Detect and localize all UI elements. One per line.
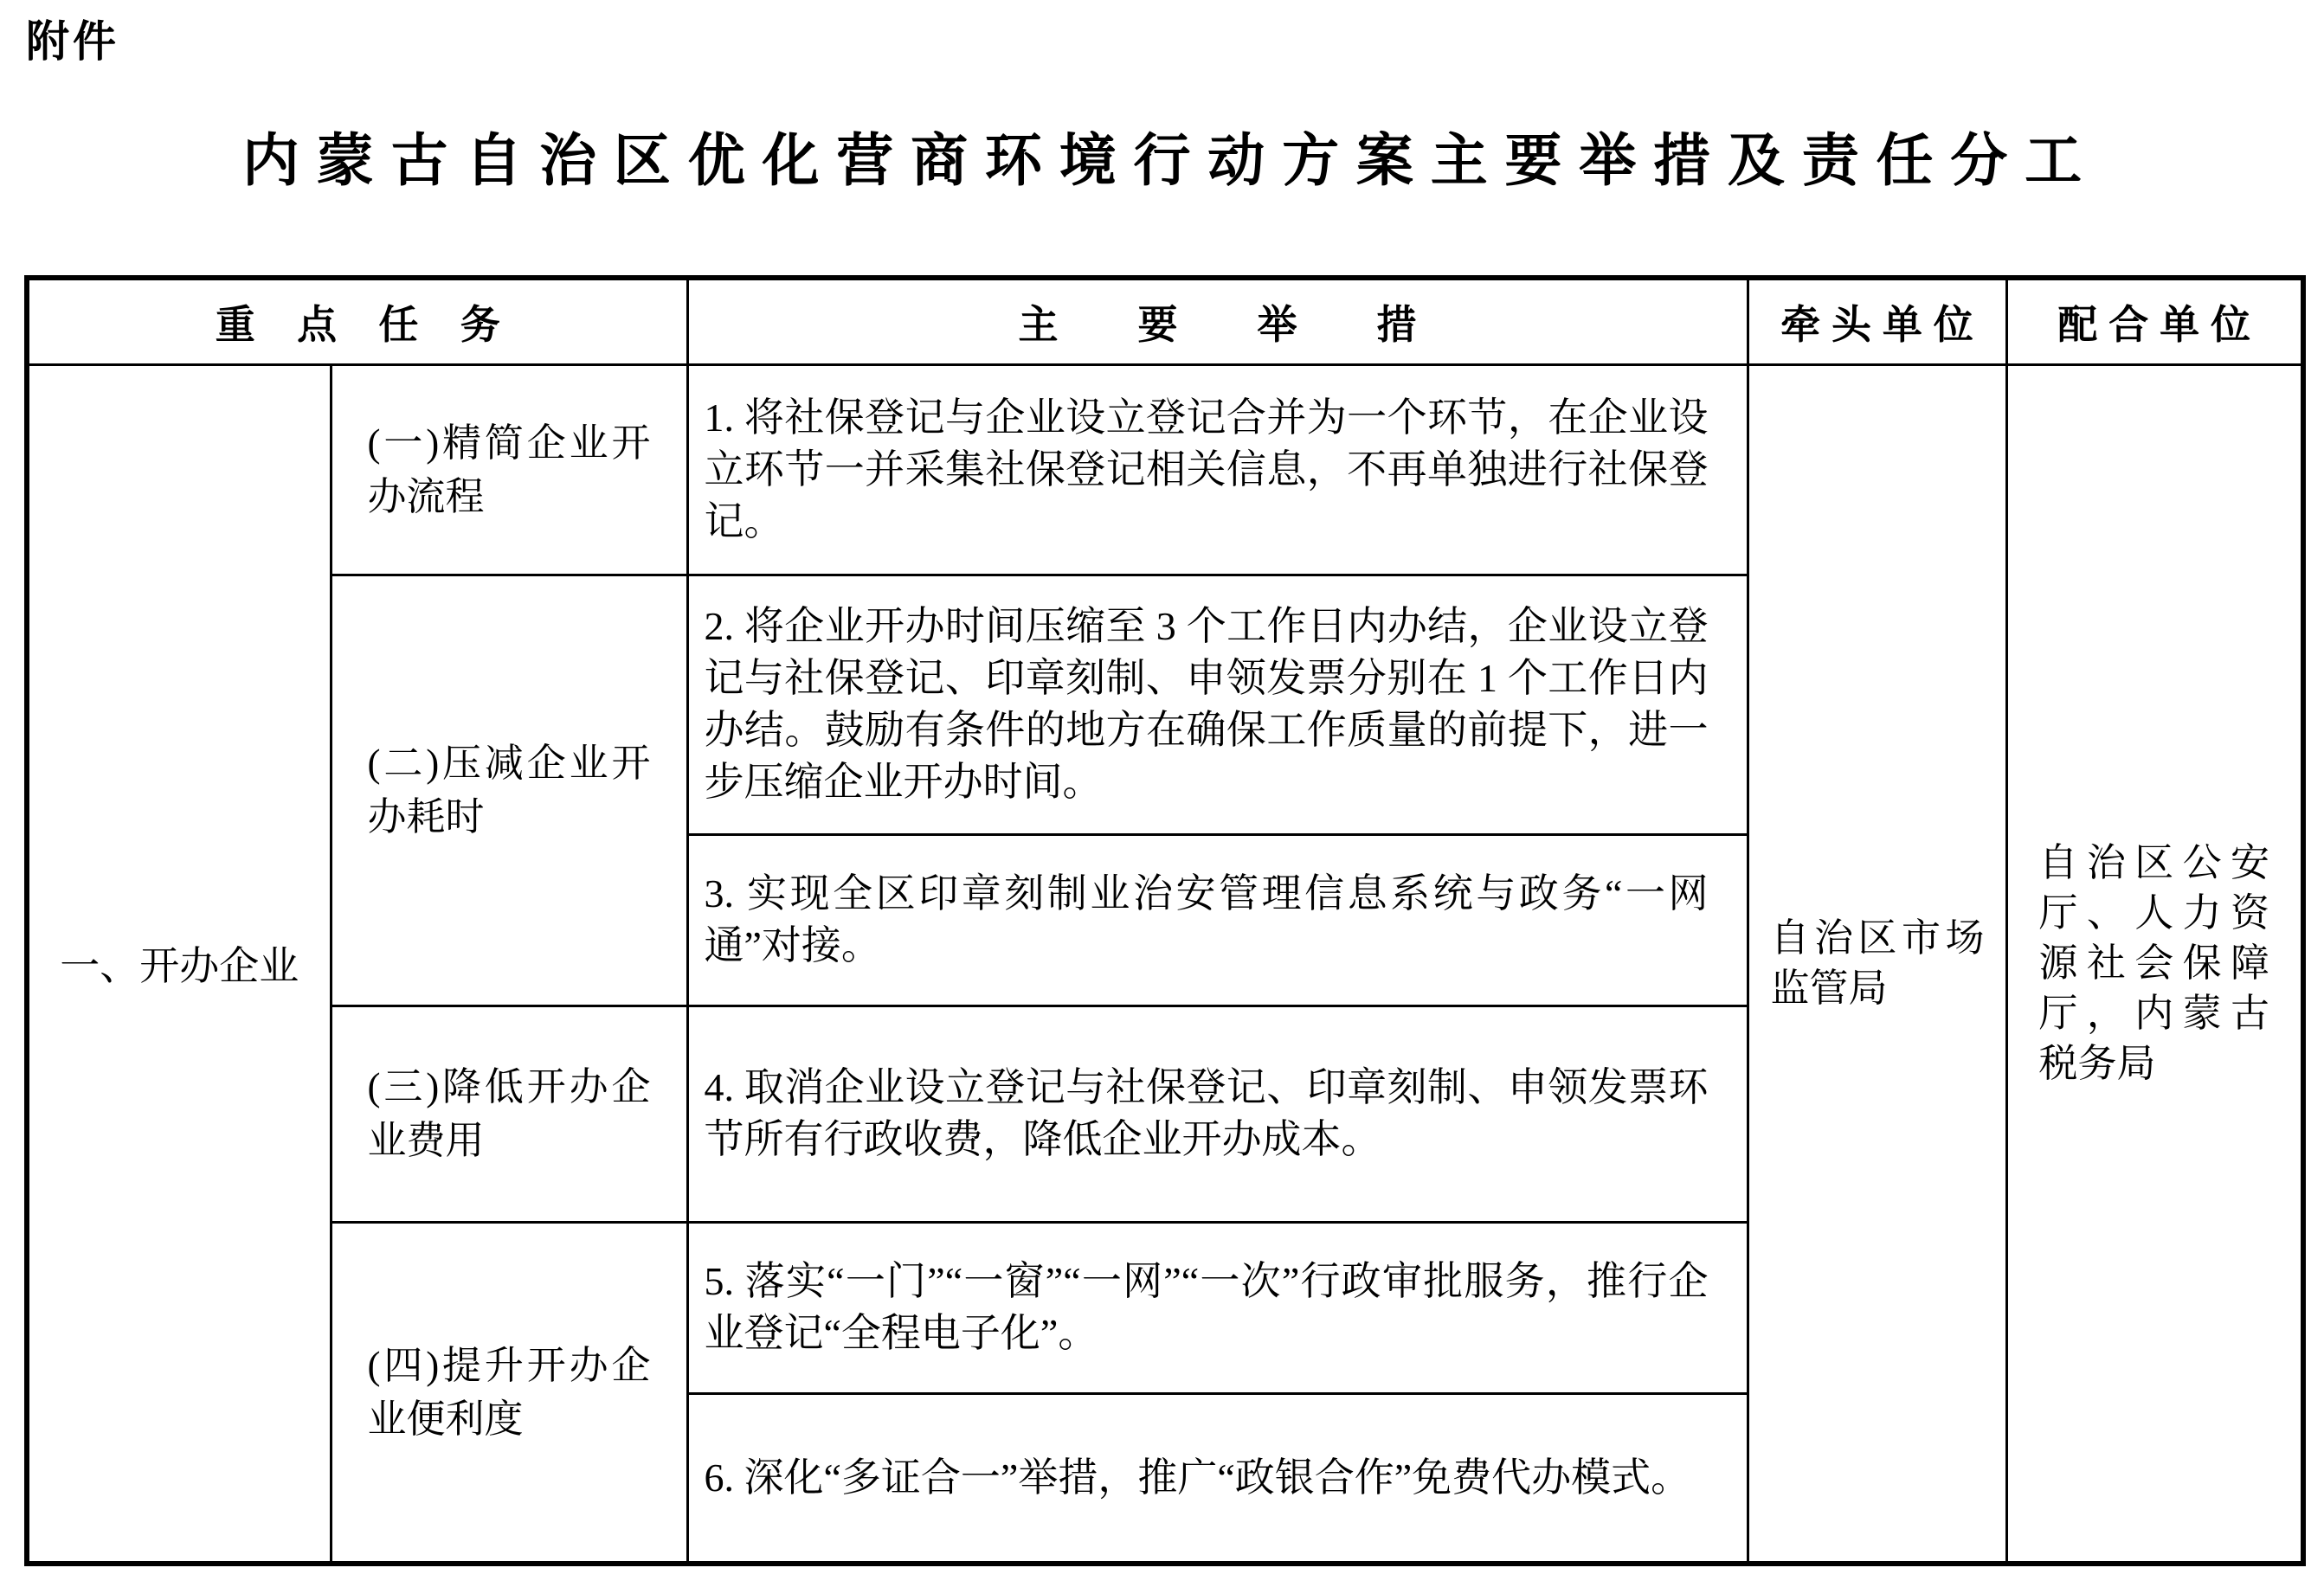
- responsibility-table: [24, 275, 2306, 1566]
- cell-measure-1: 1. 将社保登记与企业设立登记合并为一个环节，在企业设立环节一并采集社保登记相关信息，不再单独进行社保登记。: [687, 364, 1748, 575]
- cell-lead-unit: 自治区市场监管局: [1748, 364, 2006, 1564]
- cell-subtask-3: (三)降低开办企业费用: [331, 1006, 687, 1222]
- cell-subtask-4: (四)提升开办企业便利度: [331, 1222, 687, 1564]
- cell-subtask-2: (二)压减企业开办耗时: [331, 575, 687, 1006]
- cell-subtask-1: (一)精简企业开办流程: [331, 364, 687, 575]
- cell-support-unit: 自治区公安厅、人力资源社会保障厅，内蒙古税务局: [2006, 364, 2303, 1564]
- header-lead-unit: 牵头单位: [1748, 278, 2006, 364]
- page-title: 内蒙古自治区优化营商环境行动方案主要举措及责任分工: [241, 130, 2099, 193]
- header-key-tasks: 重点任务: [27, 278, 687, 364]
- cell-measure-6: 6. 深化“多证合一”举措，推广“政银合作”免费代办模式。: [687, 1393, 1748, 1564]
- cell-category-start-business: 一、开办企业: [27, 364, 331, 1564]
- header-measures: 主要举措: [687, 278, 1748, 364]
- table-header-row: [27, 278, 2303, 364]
- cell-measure-4: 4. 取消企业设立登记与社保登记、印章刻制、申领发票环节所有行政收费，降低企业开办成本。: [687, 1006, 1748, 1222]
- cell-measure-5: 5. 落实“一门”“一窗”“一网”“一次”行政审批服务，推行企业登记“全程电子化”。: [687, 1222, 1748, 1393]
- cell-measure-3: 3. 实现全区印章刻制业治安管理信息系统与政务“一网通”对接。: [687, 834, 1748, 1006]
- cell-measure-2: 2. 将企业开办时间压缩至 3 个工作日内办结，企业设立登记与社保登记、印章刻制、申领发票分别在 1 个工作日内办结。鼓励有条件的地方在确保工作质量的前提下，进一步压缩企业开办时间。: [687, 575, 1748, 834]
- table-row-measure-1: [27, 364, 2303, 575]
- header-support-unit: 配合单位: [2006, 278, 2303, 364]
- attachment-label: 附件: [26, 17, 119, 66]
